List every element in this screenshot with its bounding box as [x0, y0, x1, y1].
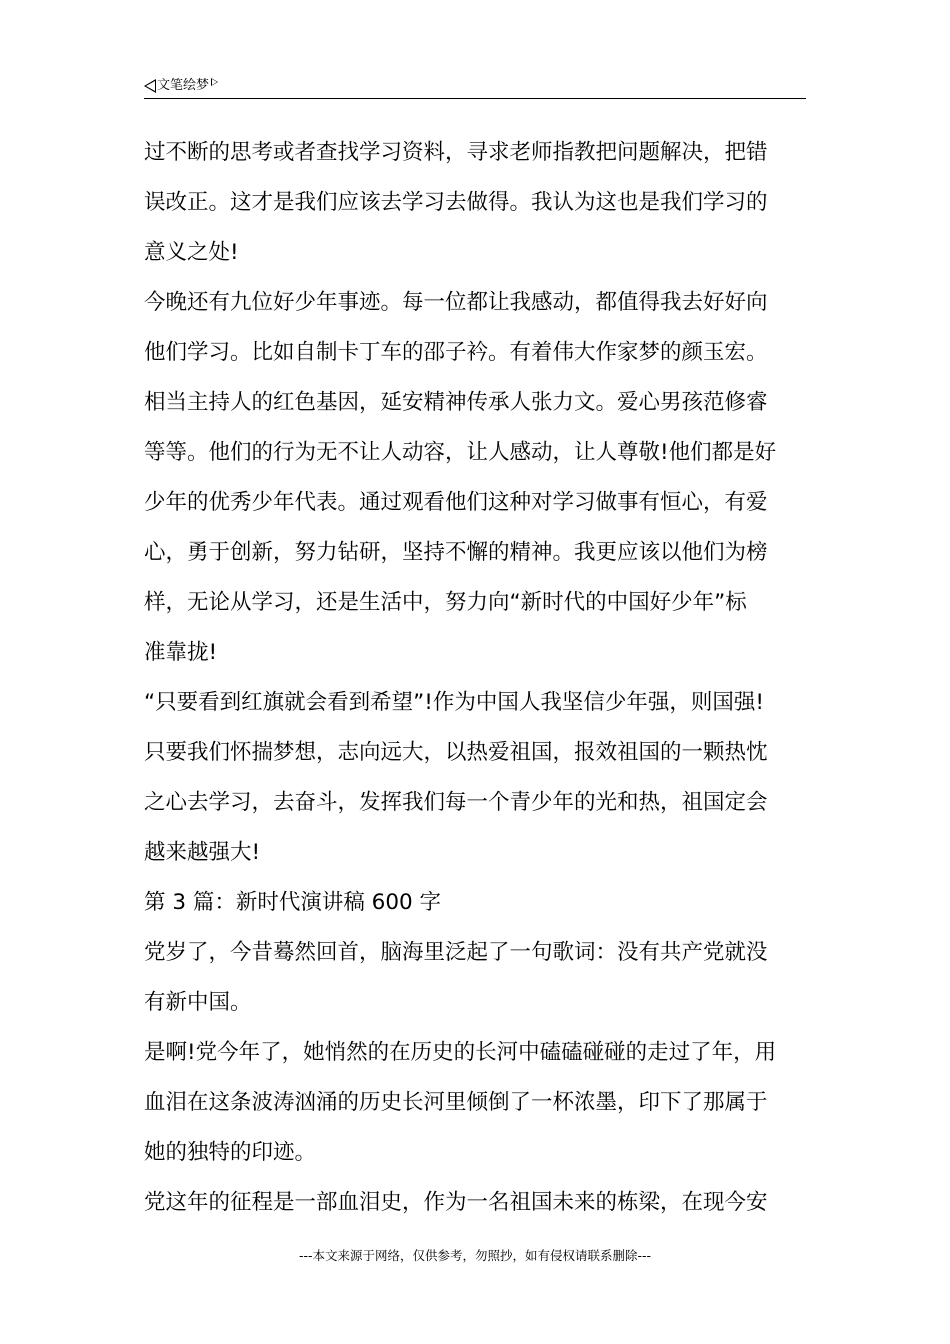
text-line: 样，无论从学习，还是生活中，努力向“新时代的中国好少年”标: [144, 590, 747, 615]
triangle-right-icon: [211, 78, 218, 86]
text-line: 误改正。这才是我们应该去学习去做得。我认为这也是我们学习的: [144, 190, 768, 215]
text-line: 只要我们怀揣梦想，志向远大，以热爱祖国，报效祖国的一颗热忱: [144, 740, 768, 765]
text-line: 他们学习。比如自制卡丁车的邵子衿。有着伟大作家梦的颜玉宏。: [144, 340, 768, 365]
text-line: 今晚还有九位好少年事迹。每一位都让我感动，都值得我去好好向: [144, 290, 768, 315]
text-line: 过不断的思考或者查找学习资料，寻求老师指教把问题解决，把错: [144, 140, 768, 165]
text-line: 党岁了，今昔蓦然回首，脑海里泛起了一句歌词：没有共产党就没: [144, 940, 768, 965]
text-line: 准靠拢!: [144, 640, 218, 665]
text-line: 有新中国。: [144, 990, 252, 1015]
text-line: 相当主持人的红色基因，延安精神传承人张力文。爱心男孩范修睿: [144, 390, 768, 415]
section-heading: 第 3 篇：新时代演讲稿 600 字: [144, 890, 442, 915]
triangle-left-icon: [144, 79, 156, 93]
text-line: 等等。他们的行为无不让人动容，让人感动，让人尊敬!他们都是好: [144, 440, 777, 465]
text-line: 之心去学习，去奋斗，发挥我们每一个青少年的光和热，祖国定会: [144, 790, 768, 815]
page-header: [144, 74, 806, 99]
text-line: 意义之处!: [144, 240, 239, 265]
text-line: 是啊!党今年了，她悄然的在历史的长河中磕磕碰碰的走过了年，用: [144, 1040, 777, 1065]
text-line: 少年的优秀少年代表。通过观看他们这种对学习做事有恒心，有爱: [144, 490, 768, 515]
header-title: 文笔绘梦: [157, 78, 210, 93]
text-line: 心，勇于创新，努力钻研，坚持不懈的精神。我更应该以他们为榜: [144, 540, 768, 565]
text-line: 越来越强大!: [144, 840, 261, 865]
text-line: 血泪在这条波涛汹涌的历史长河里倾倒了一杯浓墨，印下了那属于: [144, 1090, 768, 1115]
page-footer: ---本文来源于网络，仅供参考，勿照抄，如有侵权请联系删除---: [298, 1248, 652, 1263]
document-body: [144, 128, 808, 1228]
text-line: 她的独特的印迹。: [144, 1140, 317, 1165]
text-line: 党这年的征程是一部血泪史，作为一名祖国未来的栋梁，在现今安: [144, 1190, 768, 1215]
text-line: “只要看到红旗就会看到希望”!作为中国人我坚信少年强，则国强!: [144, 690, 765, 715]
